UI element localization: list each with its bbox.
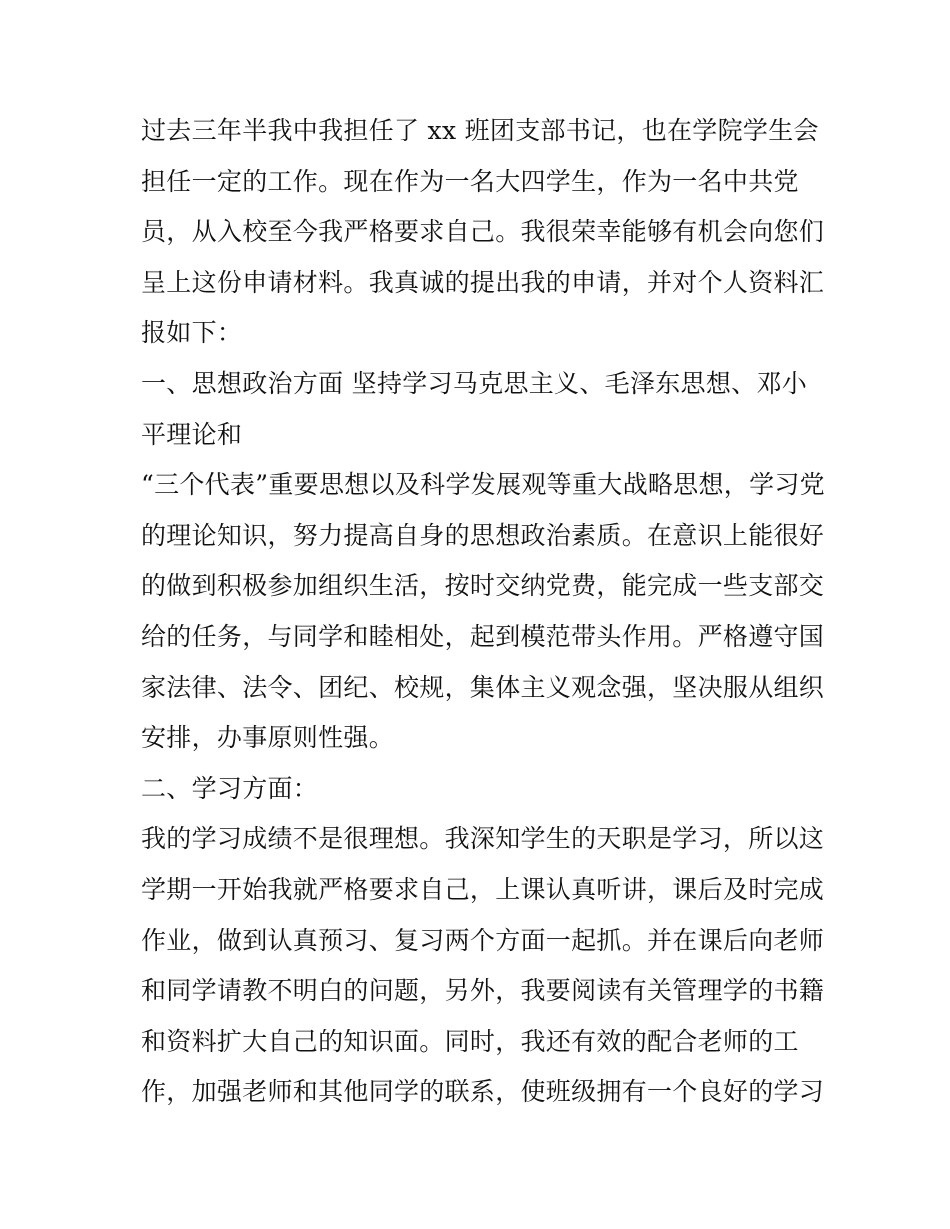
section-heading-study: 二、学习方面： xyxy=(141,773,319,803)
text-line: 作业，做到认真预习、复习两个方面一起抓。并在课后向老师 xyxy=(141,925,825,955)
text-line: 安排，办事原则性强。 xyxy=(141,723,395,753)
text-line: 给的任务，与同学和睦相处，起到模范带头作用。严格遵守国 xyxy=(141,621,825,651)
text-line: 员，从入校至今我严格要求自己。我很荣幸能够有机会向您们 xyxy=(141,217,825,247)
text-line: 家法律、法令、团纪、校规，集体主义观念强，坚决服从组织 xyxy=(141,672,825,702)
text-line: 过去三年半我中我担任了 xx 班团支部书记，也在学院学生会 xyxy=(141,116,819,145)
text-line: 的做到积极参加组织生活，按时交纳党费，能完成一些支部交 xyxy=(141,571,825,601)
text-line: 和同学请教不明白的问题，另外，我要阅读有关管理学的书籍 xyxy=(141,976,825,1006)
text-line: 学期一开始我就严格要求自己，上课认真听讲，课后及时完成 xyxy=(141,874,825,904)
text-line: 平理论和 xyxy=(141,419,243,449)
text-line: 的理论知识，努力提高自身的思想政治素质。在意识上能很好 xyxy=(141,520,825,550)
section-heading-ideology: 一、思想政治方面 坚持学习马克思主义、毛泽东思想、邓小 xyxy=(141,368,808,398)
text-line: “三个代表”重要思想以及科学发展观等重大战略思想，学习党 xyxy=(141,470,825,500)
text-line: 和资料扩大自己的知识面。同时，我还有效的配合老师的工 xyxy=(141,1026,799,1056)
text-line: 作，加强老师和其他同学的联系，使班级拥有一个良好的学习 xyxy=(141,1077,825,1107)
text-line: 我的学习成绩不是很理想。我深知学生的天职是学习，所以这 xyxy=(141,824,825,854)
document-body xyxy=(141,106,825,1118)
text-line: 担任一定的工作。现在作为一名大四学生，作为一名中共党 xyxy=(141,166,799,196)
text-line: 报如下： xyxy=(141,318,243,348)
text-line: 呈上这份申请材料。我真诚的提出我的申请，并对个人资料汇 xyxy=(141,267,825,297)
